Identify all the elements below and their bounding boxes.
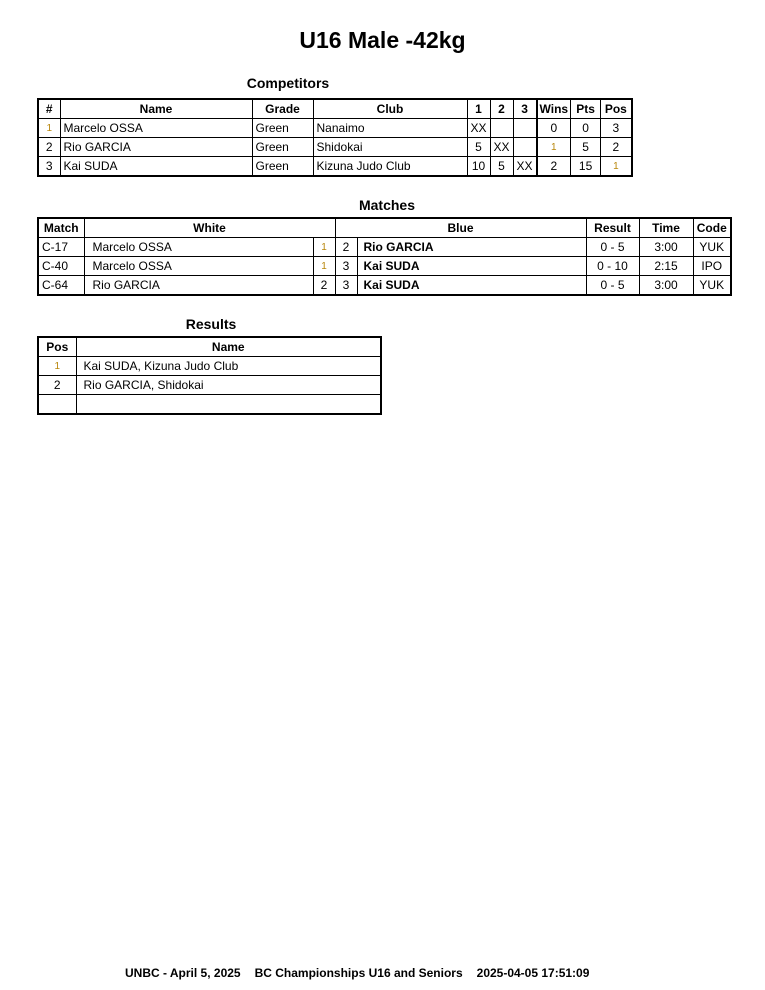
header-round-1: 1 <box>467 99 490 119</box>
header-pos: Pos <box>601 99 632 119</box>
header-grade: Grade <box>252 99 313 119</box>
competitor-num: 2 <box>38 138 60 157</box>
match-result: 0 - 5 <box>586 276 639 296</box>
table-row <box>38 138 632 157</box>
competitor-pos: 2 <box>601 138 632 157</box>
table-row <box>38 119 632 138</box>
competitor-grade: Green <box>252 119 313 138</box>
match-blue-name: Rio GARCIA <box>357 238 586 257</box>
competitor-pts: 15 <box>571 157 601 177</box>
matches-header-row <box>38 218 731 238</box>
competitor-club: Kizuna Judo Club <box>313 157 467 177</box>
header-blue: Blue <box>335 218 586 238</box>
header-round-2: 2 <box>490 99 513 119</box>
results-title: Results <box>185 316 237 332</box>
competitor-name: Marcelo OSSA <box>60 119 252 138</box>
footer-championship: BC Championships U16 and Seniors <box>254 966 463 980</box>
competitor-round-2 <box>490 119 513 138</box>
competitor-pos: 3 <box>601 119 632 138</box>
competitor-round-1: 5 <box>467 138 490 157</box>
header-name: Name <box>60 99 252 119</box>
footer <box>125 966 603 980</box>
competitor-round-3 <box>513 138 537 157</box>
header-white: White <box>84 218 335 238</box>
header-code: Code <box>693 218 731 238</box>
match-code: YUK <box>693 238 731 257</box>
competitor-num: 1 <box>38 119 60 138</box>
table-row <box>38 357 381 376</box>
competitor-round-2: XX <box>490 138 513 157</box>
competitor-name: Rio GARCIA <box>60 138 252 157</box>
match-code: IPO <box>693 257 731 276</box>
competitor-round-3: XX <box>513 157 537 177</box>
match-blue-num: 3 <box>335 276 357 296</box>
header-pos: Pos <box>38 337 76 357</box>
match-blue-name: Kai SUDA <box>357 257 586 276</box>
match-white-name: Marcelo OSSA <box>84 257 313 276</box>
table-row <box>38 238 731 257</box>
page-title: U16 Male -42kg <box>299 27 466 53</box>
result-name: Rio GARCIA, Shidokai <box>76 376 381 395</box>
match-white-name: Marcelo OSSA <box>84 238 313 257</box>
footer-timestamp: 2025-04-05 17:51:09 <box>476 966 590 980</box>
competitor-round-1: 10 <box>467 157 490 177</box>
table-row <box>38 276 731 296</box>
header-match: Match <box>38 218 84 238</box>
competitor-wins: 0 <box>537 119 571 138</box>
competitors-header-row <box>38 99 632 119</box>
competitor-wins: 2 <box>537 157 571 177</box>
result-name: Kai SUDA, Kizuna Judo Club <box>76 357 381 376</box>
match-time: 2:15 <box>639 257 693 276</box>
competitor-round-1: XX <box>467 119 490 138</box>
footer-event: UNBC - April 5, 2025 <box>125 966 241 980</box>
match-blue-num: 2 <box>335 238 357 257</box>
match-id: C-40 <box>38 257 84 276</box>
header-wins: Wins <box>537 99 571 119</box>
result-name <box>76 395 381 415</box>
matches-table <box>37 217 732 296</box>
result-pos: 1 <box>38 357 76 376</box>
competitor-club: Nanaimo <box>313 119 467 138</box>
header-time: Time <box>639 218 693 238</box>
match-blue-name: Kai SUDA <box>357 276 586 296</box>
table-row <box>38 257 731 276</box>
match-id: C-64 <box>38 276 84 296</box>
result-pos <box>38 395 76 415</box>
competitor-num: 3 <box>38 157 60 177</box>
results-table <box>37 336 382 415</box>
matches-title: Matches <box>358 197 416 213</box>
header-name: Name <box>76 337 381 357</box>
header-num: # <box>38 99 60 119</box>
competitor-wins: 1 <box>537 138 571 157</box>
header-pts: Pts <box>571 99 601 119</box>
match-white-num: 1 <box>313 238 335 257</box>
match-white-num: 2 <box>313 276 335 296</box>
header-club: Club <box>313 99 467 119</box>
competitor-pts: 0 <box>571 119 601 138</box>
competitor-name: Kai SUDA <box>60 157 252 177</box>
match-code: YUK <box>693 276 731 296</box>
match-result: 0 - 10 <box>586 257 639 276</box>
competitor-club: Shidokai <box>313 138 467 157</box>
competitor-pts: 5 <box>571 138 601 157</box>
competitors-table <box>37 98 633 177</box>
match-white-name: Rio GARCIA <box>84 276 313 296</box>
table-row <box>38 157 632 177</box>
match-result: 0 - 5 <box>586 238 639 257</box>
table-row <box>38 395 381 415</box>
match-time: 3:00 <box>639 238 693 257</box>
match-blue-num: 3 <box>335 257 357 276</box>
competitor-round-2: 5 <box>490 157 513 177</box>
competitor-round-3 <box>513 119 537 138</box>
match-id: C-17 <box>38 238 84 257</box>
competitor-grade: Green <box>252 138 313 157</box>
result-pos: 2 <box>38 376 76 395</box>
match-time: 3:00 <box>639 276 693 296</box>
competitor-pos: 1 <box>601 157 632 177</box>
competitor-grade: Green <box>252 157 313 177</box>
competitors-title: Competitors <box>246 75 330 91</box>
header-round-3: 3 <box>513 99 537 119</box>
match-white-num: 1 <box>313 257 335 276</box>
table-row <box>38 376 381 395</box>
results-header-row <box>38 337 381 357</box>
header-result: Result <box>586 218 639 238</box>
